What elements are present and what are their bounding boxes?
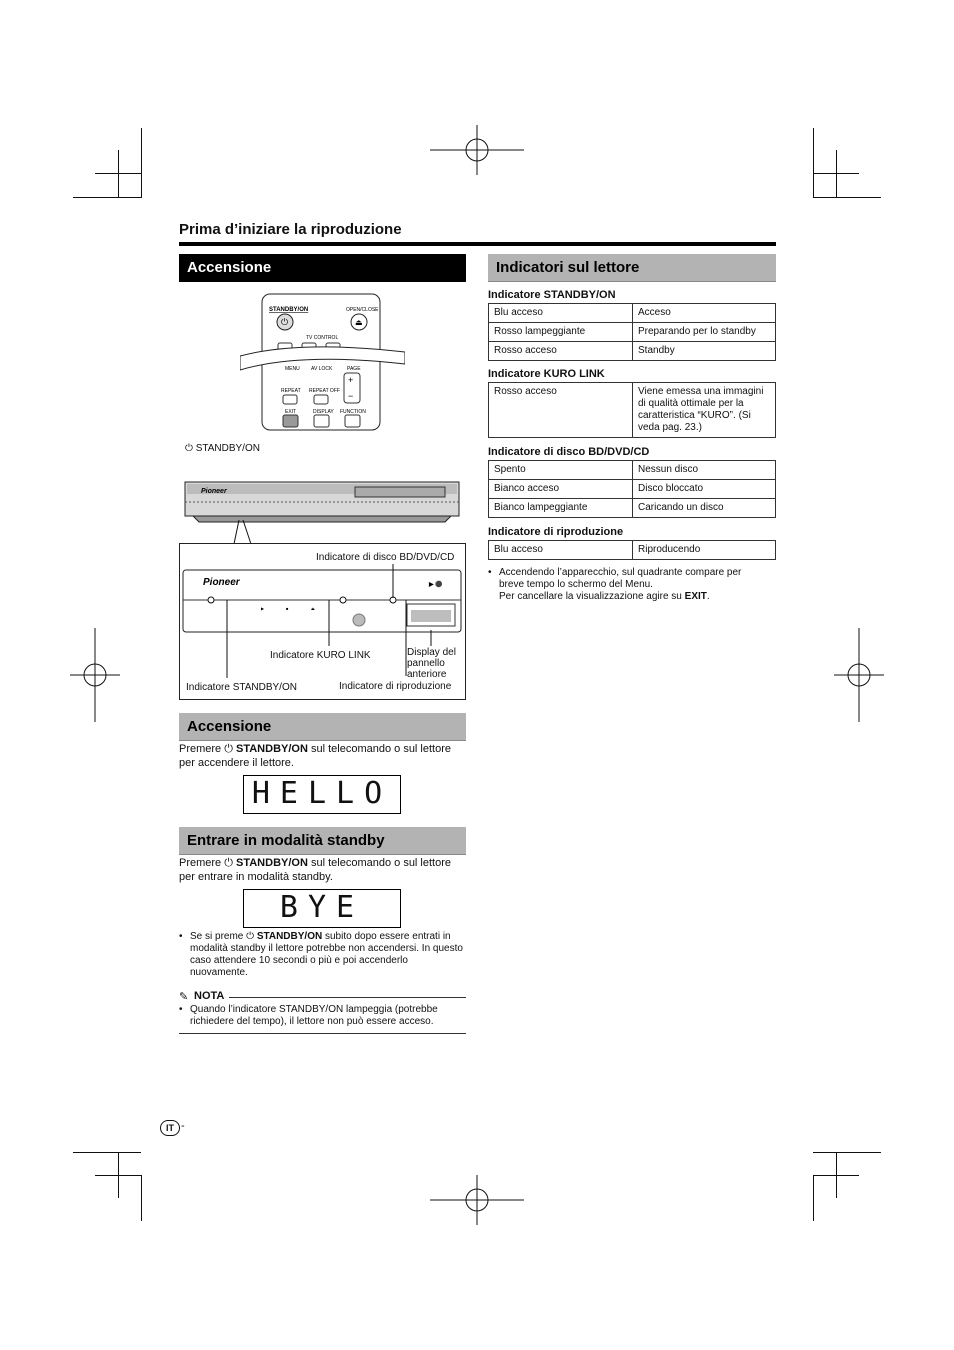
standby-instructions: Premere ⏻ STANDBY/ON sul telecomando o sul lettore per entrare in modalità standby. <box>179 857 452 883</box>
svg-text:Pioneer: Pioneer <box>201 488 227 495</box>
table-play <box>488 540 776 560</box>
label-kuro-indicator: Indicatore KURO LINK <box>270 650 371 661</box>
lcd-bye: BYE <box>243 889 401 928</box>
table-row: Bianco acceso Disco bloccato <box>489 480 776 499</box>
table-row: Spento Nessun disco <box>489 461 776 480</box>
svg-text:⏏: ⏏ <box>355 318 363 327</box>
remote-tv-control-label: TV CONTROL <box>306 335 339 341</box>
note-header: ✎ NOTA <box>179 990 466 1004</box>
svg-text:⏻: ⏻ <box>281 317 289 327</box>
svg-text:FUNCTION: FUNCTION <box>340 409 366 415</box>
player-front-small <box>183 478 463 526</box>
svg-text:EXIT: EXIT <box>285 409 297 415</box>
registration-mark-left <box>70 628 120 722</box>
table-row: Blu acceso Riproducendo <box>489 541 776 560</box>
table-row: Rosso acceso Standby <box>489 342 776 361</box>
page-number: - <box>181 1120 185 1132</box>
registration-mark-bottom <box>430 1175 524 1225</box>
svg-text:■: ■ <box>286 606 289 611</box>
note-icon: ✎ <box>179 991 189 1003</box>
registration-mark-top <box>430 125 524 175</box>
language-badge: IT <box>160 1120 180 1136</box>
header-rule <box>179 242 776 246</box>
power-on-instructions: Premere ⏻ STANDBY/ON sul telecomando o sul lettore per accendere il lettore. <box>179 743 452 769</box>
page-header-title: Prima d’iniziare la riproduzione <box>179 221 402 238</box>
player-brand: Pioneer <box>203 577 240 588</box>
remote-open-close-label: OPEN/CLOSE <box>346 307 379 313</box>
svg-text:+: + <box>348 375 354 385</box>
note-text: • Quando l’indicatore STANDBY/ON lampeggia (potrebbe richiedere del tempo), il lettore non può essere acceso. <box>179 1004 438 1027</box>
label-front-display: Display del pannello anteriore <box>407 647 456 680</box>
svg-text:REPEAT OFF: REPEAT OFF <box>309 388 340 394</box>
svg-text:REPEAT: REPEAT <box>281 388 301 394</box>
svg-text:−: − <box>348 391 354 401</box>
table-standby <box>488 303 776 361</box>
svg-text:AV LOCK: AV LOCK <box>311 366 333 372</box>
remote-control-illustration <box>240 292 405 432</box>
section-title-accensione: Accensione <box>179 254 466 282</box>
svg-text:DISPLAY: DISPLAY <box>313 409 334 415</box>
table-label-disc: Indicatore di disco BD/DVD/CD <box>488 446 650 458</box>
section-title-standby: Entrare in modalità standby <box>179 827 466 855</box>
label-disc-indicator: Indicatore di disco BD/DVD/CD <box>316 552 455 563</box>
registration-mark-right <box>834 628 884 722</box>
standby-caption: ⏻ STANDBY/ON <box>185 443 260 454</box>
svg-text:MENU: MENU <box>285 366 300 372</box>
table-row: Rosso acceso Viene emessa una immagini di qualità ottimale per la caratteristica “KURO”. (Si veda pag. 23.) <box>489 383 776 438</box>
table-disc <box>488 460 776 518</box>
table-row: Blu acceso Acceso <box>489 304 776 323</box>
remote-standby-label: STANDBY/ON <box>269 307 309 313</box>
section-title-indicatori: Indicatori sul lettore <box>488 254 776 282</box>
lcd-hello: HELLO <box>243 775 401 814</box>
table-label-play: Indicatore di riproduzione <box>488 526 624 538</box>
table-label-kuro: Indicatore KURO LINK <box>488 368 605 380</box>
table-row: Bianco lampeggiante Caricando un disco <box>489 499 776 518</box>
label-standby-indicator: Indicatore STANDBY/ON <box>186 682 297 693</box>
svg-text:PAGE: PAGE <box>347 366 361 372</box>
table-label-standby: Indicatore STANDBY/ON <box>488 289 616 301</box>
menu-bullet: • Accendendo l’apparecchio, sul quadrante compare per breve tempo lo schermo del Menu. Per cancellare la visualizzazione agire su EXIT. <box>488 567 742 602</box>
svg-text:⏏: ⏏ <box>311 606 315 611</box>
table-kuro <box>488 382 776 438</box>
svg-text:▶ ⚫: ▶ ⚫ <box>429 582 443 588</box>
table-row: Rosso lampeggiante Preparando per lo standby <box>489 323 776 342</box>
standby-bullet: • Se si preme ⏻ STANDBY/ON subito dopo essere entrati in modalità standby il lettore potrebbe non accendersi. In questo caso attendere 10 secondi o più e poi accenderlo nuovamente. <box>179 931 463 978</box>
note-rule <box>179 1033 466 1034</box>
label-play-indicator: Indicatore di riproduzione <box>339 681 452 692</box>
svg-text:▶: ▶ <box>261 606 265 611</box>
section-title-accensione-2: Accensione <box>179 713 466 741</box>
